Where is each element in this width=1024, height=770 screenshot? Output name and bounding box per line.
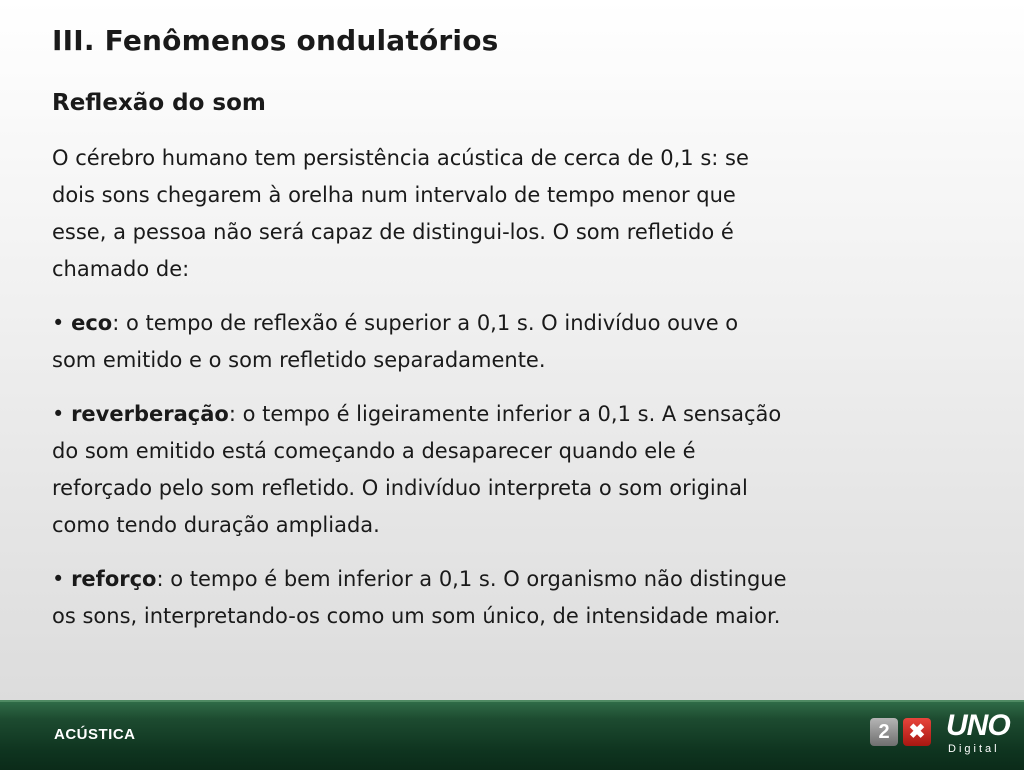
bullet-reverberacao-line-1: [52, 396, 972, 433]
bullet-eco: [52, 305, 972, 379]
bullet-reverberacao-text-1: : o tempo é ligeiramente inferior a 0,1 s. A sensação: [228, 402, 782, 426]
term-reforco: reforço: [71, 567, 157, 591]
bullet-reverberacao-line-2: do som emitido está começando a desaparecer quando ele é: [52, 439, 696, 463]
footer-section-label: ACÚSTICA: [54, 726, 136, 743]
uno-digital-subtext: Digital: [948, 743, 1000, 755]
bullet-reverberacao: [52, 396, 972, 544]
intro-line-3: esse, a pessoa não será capaz de distingui-los. O som refletido é: [52, 220, 734, 244]
term-reverberacao: reverberação: [71, 402, 229, 426]
bullet-reforco-text-1: : o tempo é bem inferior a 0,1 s. O organismo não distingue: [156, 567, 787, 591]
bullet-eco-text-1: : o tempo de reflexão é superior a 0,1 s. O indivíduo ouve o: [112, 311, 739, 335]
slide-title: III. Fenômenos ondulatórios: [52, 24, 499, 57]
section-subtitle: Reflexão do som: [52, 90, 266, 116]
logo-cross-icon: ✖: [903, 718, 931, 746]
term-eco: eco: [71, 311, 113, 335]
bullet-glyph: •: [52, 311, 65, 335]
intro-line-2: dois sons chegarem à orelha num intervalo de tempo menor que: [52, 183, 736, 207]
intro-paragraph: [52, 140, 972, 288]
bullet-reforco: [52, 561, 972, 635]
bullet-reverberacao-line-4: como tendo duração ampliada.: [52, 513, 380, 537]
bullet-reverberacao-line-3: reforçado pelo som refletido. O indivíduo interpreta o som original: [52, 476, 748, 500]
intro-line-1: O cérebro humano tem persistência acústica de cerca de 0,1 s: se: [52, 146, 749, 170]
intro-line-4: chamado de:: [52, 257, 190, 281]
bullet-reforco-line-1: [52, 561, 972, 598]
bullet-glyph: •: [52, 402, 65, 426]
bullet-reforco-line-2: os sons, interpretando-os como um som único, de intensidade maior.: [52, 604, 781, 628]
slide-body: [52, 140, 972, 635]
footer-bar: [0, 700, 1024, 770]
bullet-eco-line-1: [52, 305, 972, 342]
bullet-glyph: •: [52, 567, 65, 591]
logo-number-two-icon: 2: [870, 718, 898, 746]
bullet-eco-line-2: som emitido e o som refletido separadamente.: [52, 348, 546, 372]
uno-logo-text: UNO: [946, 709, 1010, 742]
